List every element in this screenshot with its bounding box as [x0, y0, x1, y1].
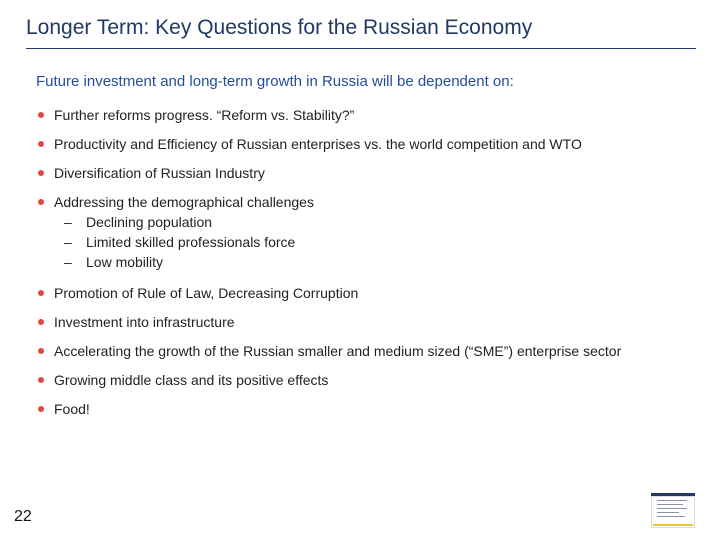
- bullet-item: [38, 194, 678, 272]
- bullet-item: [38, 107, 678, 123]
- bullet-dot-icon: [38, 112, 44, 118]
- sub-bullet-text: Declining population: [86, 214, 213, 230]
- bullet-dot-icon: [38, 141, 44, 147]
- bullet-text: Food!: [54, 401, 90, 417]
- bullet-dot-icon: [38, 170, 44, 176]
- bullet-dot-icon: [38, 290, 44, 296]
- bullet-item: [38, 165, 678, 181]
- bullet-dot-icon: [38, 319, 44, 325]
- title-divider: [26, 48, 696, 49]
- sub-bullet-text: Low mobility: [86, 254, 164, 270]
- bullet-item: [38, 314, 678, 330]
- bullet-text: Promotion of Rule of Law, Decreasing Corruption: [54, 285, 359, 301]
- sub-bullet-item: [64, 252, 678, 272]
- dash-marker: –: [64, 234, 72, 250]
- sub-bullet-text: Limited skilled professionals force: [86, 234, 296, 250]
- dash-marker: –: [64, 214, 72, 230]
- bullet-text: Further reforms progress. “Reform vs. Stability?”: [54, 107, 355, 123]
- bullet-item: [38, 343, 678, 359]
- bullet-text: Addressing the demographical challenges: [54, 194, 314, 210]
- bullet-dot-icon: [38, 406, 44, 412]
- bullet-text: Diversification of Russian Industry: [54, 165, 265, 181]
- sub-bullet-item: [64, 232, 678, 252]
- bullet-item: [38, 372, 678, 388]
- bullet-list: [38, 107, 678, 430]
- sub-bullet-list: [54, 212, 678, 272]
- document-thumbnail-logo: [651, 493, 695, 528]
- bullet-dot-icon: [38, 199, 44, 205]
- page-number: 22: [14, 508, 32, 525]
- dash-marker: –: [64, 254, 72, 270]
- bullet-item: [38, 285, 678, 301]
- bullet-text: Growing middle class and its positive effects: [54, 372, 329, 388]
- slide-title: Longer Term: Key Questions for the Russian Economy: [26, 16, 533, 39]
- bullet-item: [38, 136, 678, 152]
- bullet-text: Investment into infrastructure: [54, 314, 235, 330]
- sub-bullet-item: [64, 212, 678, 232]
- intro-text: Future investment and long-term growth in Russia will be dependent on:: [36, 73, 514, 90]
- bullet-dot-icon: [38, 377, 44, 383]
- bullet-text: Accelerating the growth of the Russian smaller and medium sized (“SME”) enterprise sector: [54, 343, 622, 359]
- bullet-dot-icon: [38, 348, 44, 354]
- bullet-text: Productivity and Efficiency of Russian enterprises vs. the world competition and WTO: [54, 136, 582, 152]
- bullet-item: [38, 401, 678, 417]
